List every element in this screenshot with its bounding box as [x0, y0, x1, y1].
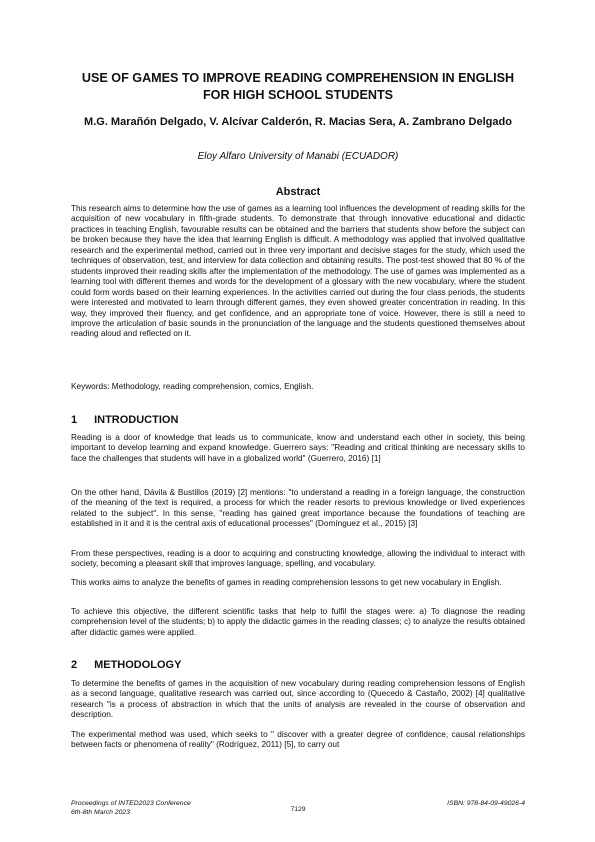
methodology-paragraph-1: To determine the benefits of games in the acquisition of new vocabulary during reading comprehension lessons of English as a second language, qualitative research was carried out, since according to (Quecedo & Castaño, 2002) [4] qualitative research "is a process of abstraction in which that the units of analysis are revealed in the course of observation and description.	[71, 679, 525, 720]
section-heading-methodology	[71, 659, 525, 671]
intro-paragraph-5: To achieve this objective, the different scientific tasks that help to fulfil the stages were: a) To diagnose the reading comprehension level of the students; b) to apply the didactic games in the reading classes; c) to analyze the results obtained after didactic games were applied.	[71, 607, 526, 637]
abstract-text: This research aims to determine how the use of games as a learning tool influences the development of reading skills for the acquisition of new vocabulary in fifth-grade students. To demonstrate that through innovative educational and didactic practices in teaching English, favourable results can be obtained and the barriers that students show before the subject can be broken because they have the idea that learning English is difficult. A methodology was applied that involved qualitative research and the experimental method, carried out in three very important and decisive stages for the study, which used the techniques of observation, test, and interview for data collection and obtaining results. The post-test showed that 80 % of the students improved their reading skills after the implementation of the methodology. The use of games was implemented as a learning tool with different themes and words for the development of a glossary with the new vocabulary, where the student could form words based on their learning experiences. In the activities carried out during the four class periods, the students were interested and motivated to learn through different games, they even showed greater concentration in reading. In this way, they improved their fluency, and get confidence, and an appropriate tone of voice. However, there is still a need to improve the articulation of basic sounds in the pronunciation of the language and the students questioned themselves about reading aloud and reflected on it.	[71, 204, 525, 339]
section-number: 2	[71, 659, 78, 671]
section-number: 1	[71, 414, 78, 426]
section-title: INTRODUCTION	[94, 414, 179, 426]
section-title: METHODOLOGY	[94, 659, 182, 671]
section-heading-introduction	[71, 414, 525, 426]
page-number: 7129	[290, 806, 306, 813]
keywords: Keywords: Methodology, reading comprehension, comics, English.	[71, 382, 314, 391]
paper-authors: M.G. Marañón Delgado, V. Alcívar Calderón, R. Macias Sera, A. Zambrano Delgado	[84, 116, 512, 128]
footer-isbn: ISBN: 978-84-09-49026-4	[447, 800, 525, 807]
intro-paragraph-1: Reading is a door of knowledge that leads us to communicate, know and understand each other in society, this being important to develop learning and expand knowledge. Guerrero says: "Reading and critical thinking are necessary skills to face the challenges that students will have in a globalized world" (Guerrero, 2016) [1]	[71, 433, 525, 463]
paper-title: USE OF GAMES TO IMPROVE READING COMPREHENSION IN ENGLISH FOR HIGH SCHOOL STUDENTS	[81, 71, 515, 102]
methodology-paragraph-2: The experimental method was used, which seeks to " discover with a greater degree of confidence, causal relationships between facts or phenomena of reality" (Rodríguez, 2011) [5], to carry out	[71, 730, 525, 750]
footer-conference-name: Proceedings of INTED2023 Conference	[71, 800, 191, 807]
intro-paragraph-2: On the other hand, Dávila & Bustillos (2019) [2] mentions: "to understand a reading in a foreign language, the construction of the meaning of the text is required, a process for which the reader resorts to previous knowledge or lived experiences related to the subject". In this sense, "reading has gained great importance because the foundations of teaching are established in it and it is the central axis of educational processes" (Domínguez et al., 2015) [3]	[71, 488, 525, 529]
paper-affiliation: Eloy Alfaro University of Manabi (ECUADOR)	[197, 151, 399, 162]
abstract-heading: Abstract	[275, 186, 321, 198]
intro-paragraph-3: From these perspectives, reading is a door to acquiring and constructing knowledge, allowing the individual to interact with society, becoming a pleasant skill that improves language, spelling, and vocabulary.	[71, 549, 525, 569]
footer-conference-dates: 6th-8th March 2023	[71, 808, 130, 816]
intro-paragraph-4: This works aims to analyze the benefits of games in reading comprehension lessons to get new vocabulary in English.	[71, 578, 502, 587]
